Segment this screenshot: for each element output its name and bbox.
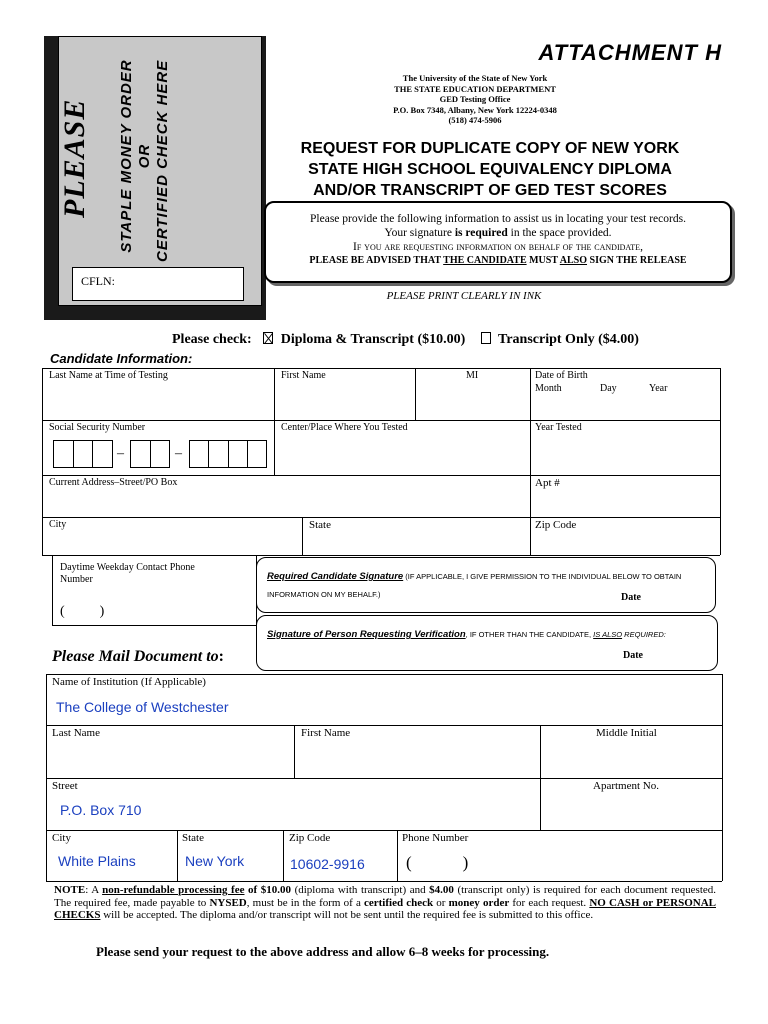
zip-label: Zip Code [535,519,577,531]
year-tested-label: Year Tested [535,422,582,433]
mail-city-field[interactable]: White Plains [58,853,136,869]
agency-address [330,73,620,126]
ssn-part-1[interactable] [53,440,113,468]
address-line: GED Testing Office [439,94,511,104]
mi-field-label: MI [466,370,479,381]
attachment-label: ATTACHMENT H [538,40,722,65]
staple-please-text: PLEASE [58,98,91,218]
instructions-line: PLEASE BE ADVISED THAT THE CANDIDATE MUST ALSO SIGN THE RELEASE [309,255,687,266]
first-name-field-label: First Name [281,370,326,381]
fee-options [172,332,639,348]
title-line: STATE HIGH SCHOOL EQUIVALENCY DIPLOMA [308,161,672,178]
address-line: (518) 474-5906 [448,115,502,125]
mail-city-label: City [52,832,71,844]
mail-zip-field[interactable]: 10602-9916 [290,856,365,872]
cfln-field[interactable] [72,267,244,301]
verifier-signature-date: Date [623,650,643,661]
mail-zip-label: Zip Code [289,832,331,844]
print-clearly-note: PLEASE PRINT CLEARLY IN INK [386,290,542,302]
street-label: Street [52,780,78,792]
mail-phone-label: Phone Number [402,832,469,844]
instructions-box [264,201,732,283]
staple-line-1: STAPLE MONEY ORDER [118,59,135,253]
mail-state-field[interactable]: New York [185,853,245,869]
ssn-label: Social Security Number [49,422,146,433]
apartment-label: Apartment No. [593,780,659,792]
title-line: REQUEST FOR DUPLICATE COPY OF NEW YORK [300,140,680,157]
ssn-part-2[interactable] [130,440,170,468]
contact-phone-field[interactable]: ( ) [60,604,105,619]
city-label: City [49,519,67,530]
instructions-line: Your signature is required in the space provided. [384,227,612,239]
dob-day-label: Day [600,383,617,394]
last-name-field-label: Last Name at Time of Testing [49,370,168,381]
address-line: P.O. Box 7348, Albany, New York 12224-0348 [393,104,557,115]
fee-note: NOTE: A non-refundable processing fee of $10.00 (diploma with transcript) and $4.00 (transcript only) is required for each document requested. The required fee, made payable to NYSED, must be in the form of a certified check or money order for each request. NO CASH or PERSONAL CHECKS will be accepted. The diploma and/or transcript will not be sent until the required fee is submitted to this office. [54,884,717,922]
state-label: State [309,519,331,531]
cfln-label: CFLN: [81,274,116,288]
contact-phone-label: Daytime Weekday Contact Phone Number [60,562,195,585]
apt-label: Apt # [535,477,560,489]
verifier-signature-title: Signature of Person Requesting Verification [267,629,466,640]
address-line: The University of the State of New York [402,73,548,83]
instructions-line: If you are requesting information on behalf of the candidate, [353,241,643,253]
diploma-transcript-checkbox[interactable] [263,332,273,344]
diploma-transcript-label: Diploma & Transcript ($10.00) [280,332,466,347]
mail-phone-field[interactable]: ( ) [406,853,469,872]
address-line: THE STATE EDUCATION DEPARTMENT [394,83,556,94]
mail-last-name-label: Last Name [52,727,100,739]
street-field[interactable]: P.O. Box 710 [60,802,142,818]
candidate-signature-text: (IF APPLICABLE, I GIVE PERMISSION TO THE INDIVIDUAL BELOW TO OBTAIN INFORMATION ON MY BEHALF.) [267,572,682,599]
test-center-label: Center/Place Where You Tested [281,422,408,433]
please-check-label: Please check: [172,332,252,347]
dob-label: Date of Birth [535,370,588,381]
dob-year-label: Year [649,383,668,394]
institution-label: Name of Institution (If Applicable) [52,676,206,688]
candidate-info-heading: Candidate Information: [50,351,193,366]
mail-first-name-label: First Name [301,727,351,739]
candidate-signature-date: Date [621,592,641,603]
mail-state-label: State [182,832,204,844]
form-title [270,138,710,201]
staple-line-3: CERTIFIED CHECK HERE [154,59,171,262]
processing-time-note: Please send your request to the above address and allow 6–8 weeks for processing. [96,944,550,959]
transcript-only-label: Transcript Only ($4.00) [498,332,639,347]
instructions-line: Please provide the following information to assist us in locating your test records. [310,213,686,225]
institution-field[interactable]: The College of Westchester [56,699,229,715]
candidate-signature-box[interactable] [256,557,716,613]
dob-month-label: Month [535,383,562,394]
verifier-signature-box[interactable]: Signature of Person Requesting Verification, IF OTHER THAN THE CANDIDATE, IS ALSO REQUIRED: Date [256,615,718,671]
mail-middle-initial-label: Middle Initial [596,727,657,739]
staple-line-2: OR [136,143,153,169]
candidate-signature-title: Required Candidate Signature [267,571,404,582]
transcript-only-checkbox[interactable] [481,332,491,344]
ssn-part-3[interactable] [189,440,267,468]
mail-to-heading: Please Mail Document to: [52,648,224,665]
title-line: AND/OR TRANSCRIPT OF GED TEST SCORES [313,182,667,199]
current-address-label: Current Address–Street/PO Box [49,477,178,488]
